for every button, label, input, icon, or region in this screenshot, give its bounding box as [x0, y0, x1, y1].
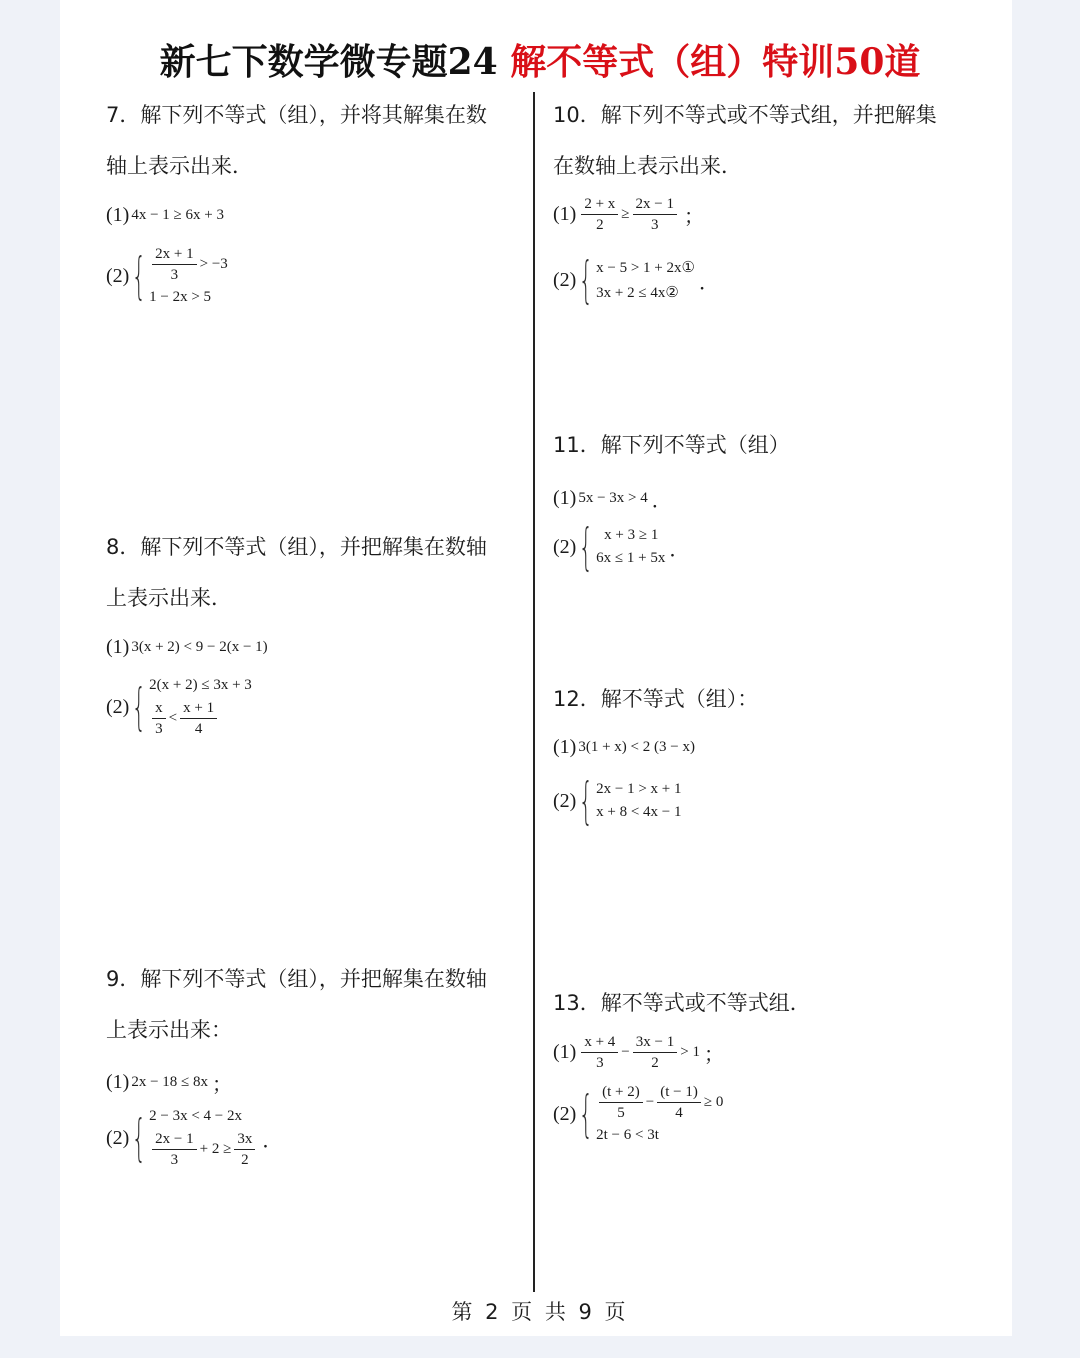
title-red: 解不等式（组）特训50道 [510, 41, 921, 83]
inequality: 6x ≤ 1 + 5x [596, 550, 666, 566]
part-label: (2) [553, 789, 577, 812]
fraction: $\frac{2x - 1}{3}$ [633, 196, 677, 233]
fraction: $\frac{2x - 1}{3}$ [152, 1131, 196, 1168]
left-brace-icon: { [579, 251, 594, 309]
question-10-part-1: (1) $\frac{2 + x}{2}$ ≥ $\frac{2x - 1}{3}$ ； [553, 196, 704, 233]
question-10-part-2: (2) { x − 5 > 1 + 2x① 3x + 2 ≤ 4x② ． [553, 251, 719, 309]
fraction: $\frac{3x}{2}$ [234, 1131, 255, 1168]
left-brace-icon: { [132, 247, 147, 305]
question-13 [553, 978, 811, 1029]
question-8-line2: 上表示出来． [106, 586, 232, 610]
question-9 [106, 954, 487, 1056]
part-label: (2) [106, 264, 130, 287]
part-label: (2) [553, 268, 577, 291]
part-label: (1) [553, 203, 577, 225]
question-10-line1: 10．解下列不等式或不等式组，并把解集 [553, 103, 937, 127]
column-divider [533, 92, 535, 1292]
left-brace-icon: { [579, 1085, 594, 1143]
fraction: $\frac{(t - 1)}{4}$ [657, 1084, 701, 1121]
left-brace-icon: { [579, 772, 594, 830]
question-12 [553, 674, 758, 725]
inequality: 2(x + 2) ≤ 3x + 3 [149, 677, 252, 693]
left-brace-icon: { [579, 518, 594, 576]
part-label: (2) [106, 695, 130, 718]
part-label: (1) [553, 487, 577, 509]
fraction: $\frac{2 + x}{2}$ [581, 196, 618, 233]
question-9-line1: 9．解下列不等式（组），并把解集在数轴 [106, 967, 487, 991]
part-label: (2) [553, 535, 577, 558]
question-9-line2: 上表示出来： [106, 1018, 232, 1042]
part-label: (1) [106, 1071, 130, 1093]
inequality-system: $\frac{(t + 2)}{5}$ − $\frac{(t - 1)}{4}$ ≥ 0 2t − 6 < 3t [596, 1084, 724, 1143]
part-label: (1) [553, 1041, 577, 1063]
question-11-part-1: (1) 5x − 3x > 4 ． [553, 487, 672, 512]
question-7 [106, 90, 487, 192]
inequality: x + 3 ≥ 1 [604, 527, 659, 543]
inequality-system [596, 258, 695, 302]
title-black: 新七下数学微专题24 [159, 41, 498, 83]
fraction: $\frac{3x - 1}{2}$ [633, 1034, 677, 1071]
inequality: 4x − 1 ≥ 6x + 3 [131, 207, 224, 223]
question-7-line2: 轴上表示出来． [106, 154, 253, 178]
question-11-part-2: (2) { x + 3 ≥ 1 6x ≤ 1 + 5x ． [553, 518, 690, 576]
part-label: (1) [553, 736, 577, 758]
question-9-part-2: (2) { 2 − 3x < 4 − 2x $\frac{2x - 1}{3}$ + 2 ≥ $\frac{3x}{2}$ ． [106, 1108, 283, 1168]
question-12-part-1 [553, 736, 695, 759]
question-12-line1: 12．解不等式（组）： [553, 687, 759, 711]
inequality-system [596, 527, 665, 567]
part-label: (1) [106, 636, 130, 658]
inequality-system [596, 781, 681, 821]
question-13-line1: 13．解不等式或不等式组． [553, 991, 811, 1015]
question-13-part-2 [553, 1084, 723, 1144]
inequality-system: 2(x + 2) ≤ 3x + 3 $\frac{x}{3}$ < $\frac{x + 1}{4}$ [149, 677, 252, 737]
question-11-line1: 11．解下列不等式（组） [553, 433, 790, 457]
left-brace-icon: { [132, 678, 147, 736]
inequality: 1 − 2x > 5 [149, 289, 212, 305]
question-7-line1: 7．解下列不等式（组），并将其解集在数 [106, 103, 487, 127]
inequality: x + 8 < 4x − 1 [596, 804, 682, 820]
question-7-part-1 [106, 204, 224, 227]
inequality: 2t − 6 < 3t [596, 1127, 659, 1143]
inequality-system: 2 − 3x < 4 − 2x $\frac{2x - 1}{3}$ + 2 ≥ $\frac{3x}{2}$ [149, 1108, 258, 1168]
question-10-line2: 在数轴上表示出来． [553, 154, 742, 178]
question-8-line1: 8．解下列不等式（组），并把解集在数轴 [106, 535, 487, 559]
fraction: $\frac{x + 4}{3}$ [581, 1034, 618, 1071]
fraction: $\frac{x}{3}$ [152, 700, 166, 737]
question-10 [553, 90, 937, 192]
inequality: 2x − 18 ≤ 8x [131, 1074, 209, 1090]
left-brace-icon: { [132, 1109, 147, 1167]
inequality: 2x − 1 > x + 1 [596, 781, 682, 797]
fraction: $\frac{2x + 1}{3}$ [152, 246, 196, 283]
question-13-part-1: (1) $\frac{x + 4}{3}$ − $\frac{3x - 1}{2}$ > 1 ； [553, 1034, 724, 1071]
question-8-part-1 [106, 636, 268, 659]
page-title [0, 34, 1080, 85]
inequality: 3(x + 2) < 9 − 2(x − 1) [131, 639, 268, 655]
question-8 [106, 522, 487, 624]
part-label: (2) [553, 1102, 577, 1125]
inequality: 2 − 3x < 4 − 2x [149, 1108, 243, 1124]
question-11 [553, 420, 790, 471]
question-8-part-2 [106, 677, 252, 737]
inequality-system: $\frac{2x + 1}{3}$ > −3 1 − 2x > 5 [149, 246, 228, 305]
part-label: (2) [106, 1126, 130, 1149]
part-label: (1) [106, 204, 130, 226]
fraction: $\frac{x + 1}{4}$ [180, 700, 217, 737]
fraction: $\frac{(t + 2)}{5}$ [599, 1084, 643, 1121]
page-footer: 第 2 页 共 9 页 [451, 1300, 629, 1324]
question-12-part-2 [553, 772, 682, 830]
question-7-part-2 [106, 246, 228, 306]
inequality: 3(1 + x) < 2 (3 − x) [578, 739, 695, 755]
inequality: 3x + 2 ≤ 4x② [596, 285, 679, 301]
question-9-part-1: (1) 2x − 18 ≤ 8x ； [106, 1071, 233, 1096]
inequality: x − 5 > 1 + 2x① [596, 260, 695, 276]
inequality: 5x − 3x > 4 [578, 490, 648, 506]
